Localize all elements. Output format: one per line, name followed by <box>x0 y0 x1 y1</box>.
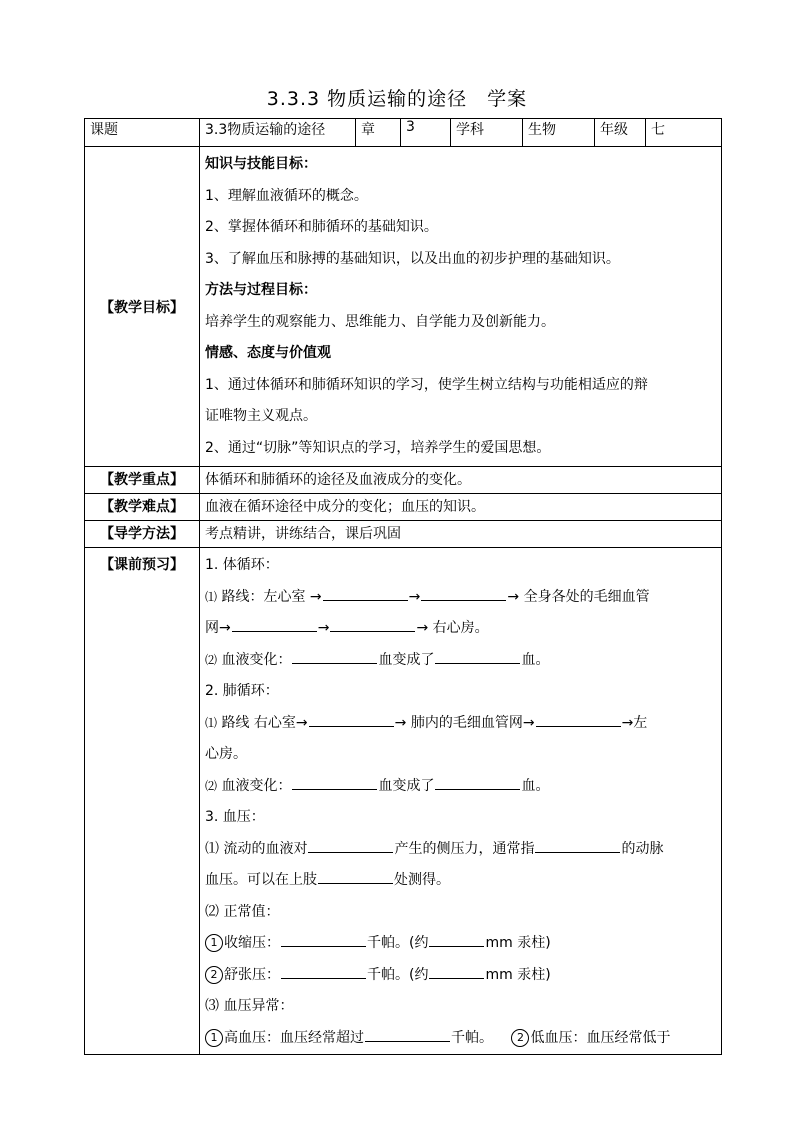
fill-blank[interactable] <box>365 1025 450 1042</box>
topic-value: 3.3物质运输的途径 <box>200 119 356 147</box>
knowledge-item-3: 3、了解血压和脉搏的基础知识，以及出血的初步护理的基础知识。 <box>205 250 620 267</box>
fill-blank[interactable] <box>308 836 393 853</box>
fill-blank[interactable] <box>330 615 415 632</box>
pulmonary-title: 2. 肺循环： <box>205 683 279 699</box>
abnormal-title: ⑶ 血压异常： <box>205 998 294 1014</box>
methods-value: 考点精讲，讲练结合，课后巩固 <box>200 521 722 548</box>
fill-blank[interactable] <box>535 836 620 853</box>
fill-blank[interactable] <box>421 584 506 601</box>
emotion-title: 情感、态度与价值观 <box>205 345 331 361</box>
diastolic-line: 2 舒张压： 千帕。(约 mm 汞柱) <box>205 960 716 992</box>
chapter-label: 章 <box>356 119 401 147</box>
blood-pressure-def-line-2: 血压。可以在上肢 处测得。 <box>205 865 716 897</box>
header-row <box>85 119 722 147</box>
fill-blank[interactable] <box>292 647 377 664</box>
key-points-value: 体循环和肺循环的途径及血液成分的变化。 <box>200 467 722 494</box>
circled-number: 2 <box>205 966 223 984</box>
goals-row <box>85 147 722 467</box>
blood-pressure-title: 3. 血压： <box>205 809 265 825</box>
knowledge-item-2: 2、掌握体循环和肺循环的基础知识。 <box>205 219 438 235</box>
fill-blank[interactable] <box>309 710 394 727</box>
emotion-item-2: 2、通过“切脉”等知识点的学习，培养学生的爱国思想。 <box>205 439 551 456</box>
systemic-blood-change: ⑵ 血液变化： 血变成了 血。 <box>205 645 716 677</box>
fill-blank[interactable] <box>429 930 484 947</box>
chapter-value: 3 <box>401 119 451 147</box>
difficulties-value: 血液在循环途径中成分的变化；血压的知识。 <box>200 494 722 521</box>
systemic-route-line-1: ⑴ 路线：左心室 → → → 全身各处的毛细血管 <box>205 582 716 614</box>
fill-blank[interactable] <box>429 962 484 979</box>
pulmonary-route-line-1: ⑴ 路线 右心室→ → 肺内的毛细血管网→ →左 <box>205 708 716 740</box>
preview-row <box>85 548 722 1055</box>
grade-value: 七 <box>646 119 722 147</box>
systemic-route-line-2: 网→ → → 右心房。 <box>205 613 716 645</box>
difficulties-label: 【教学难点】 <box>85 494 200 521</box>
knowledge-title: 知识与技能目标： <box>205 156 317 172</box>
goals-label: 【教学目标】 <box>85 147 200 467</box>
key-points-row <box>85 467 722 494</box>
emotion-item-1b: 证唯物主义观点。 <box>205 408 317 424</box>
key-points-label: 【教学重点】 <box>85 467 200 494</box>
grade-label: 年级 <box>595 119 646 147</box>
circled-number: 1 <box>205 1029 223 1047</box>
lesson-table <box>84 118 722 1055</box>
systemic-title: 1. 体循环： <box>205 557 279 573</box>
page-title: 3.3.3 物质运输的途径 学案 <box>266 88 528 110</box>
knowledge-item-1: 1、理解血液循环的概念。 <box>205 187 368 204</box>
subject-label: 学科 <box>451 119 523 147</box>
blood-pressure-def-line-1: ⑴ 流动的血液对 产生的侧压力，通常指 的动脉 <box>205 834 716 866</box>
topic-label: 课题 <box>85 119 200 147</box>
normal-value-title: ⑵ 正常值： <box>205 903 280 920</box>
circled-number: 1 <box>205 934 223 952</box>
method-item-1: 培养学生的观察能力、思维能力、自学能力及创新能力。 <box>205 313 555 330</box>
fill-blank[interactable] <box>292 773 377 790</box>
abnormal-line: 1 高血压：血压经常超过 千帕。 2 低血压：血压经常低于 <box>205 1023 716 1055</box>
pulmonary-route-line-2: 心房。 <box>205 746 247 762</box>
method-title: 方法与过程目标： <box>205 282 317 298</box>
fill-blank[interactable] <box>232 615 317 632</box>
preview-label: 【课前预习】 <box>85 548 200 1055</box>
fill-blank[interactable] <box>536 710 621 727</box>
fill-blank[interactable] <box>323 584 408 601</box>
fill-blank[interactable] <box>318 867 393 884</box>
fill-blank[interactable] <box>435 647 520 664</box>
fill-blank[interactable] <box>281 962 366 979</box>
systolic-line: 1 收缩压： 千帕。(约 mm 汞柱) <box>205 928 716 960</box>
subject-value: 生物 <box>523 119 595 147</box>
fill-blank[interactable] <box>435 773 520 790</box>
circled-number: 2 <box>511 1029 529 1047</box>
difficulties-row <box>85 494 722 521</box>
fill-blank[interactable] <box>281 930 366 947</box>
pulmonary-blood-change: ⑵ 血液变化： 血变成了 血。 <box>205 771 716 803</box>
emotion-item-1a: 1、通过体循环和肺循环知识的学习，使学生树立结构与功能相适应的辩 <box>205 376 648 393</box>
methods-row <box>85 521 722 548</box>
methods-label: 【导学方法】 <box>85 521 200 548</box>
